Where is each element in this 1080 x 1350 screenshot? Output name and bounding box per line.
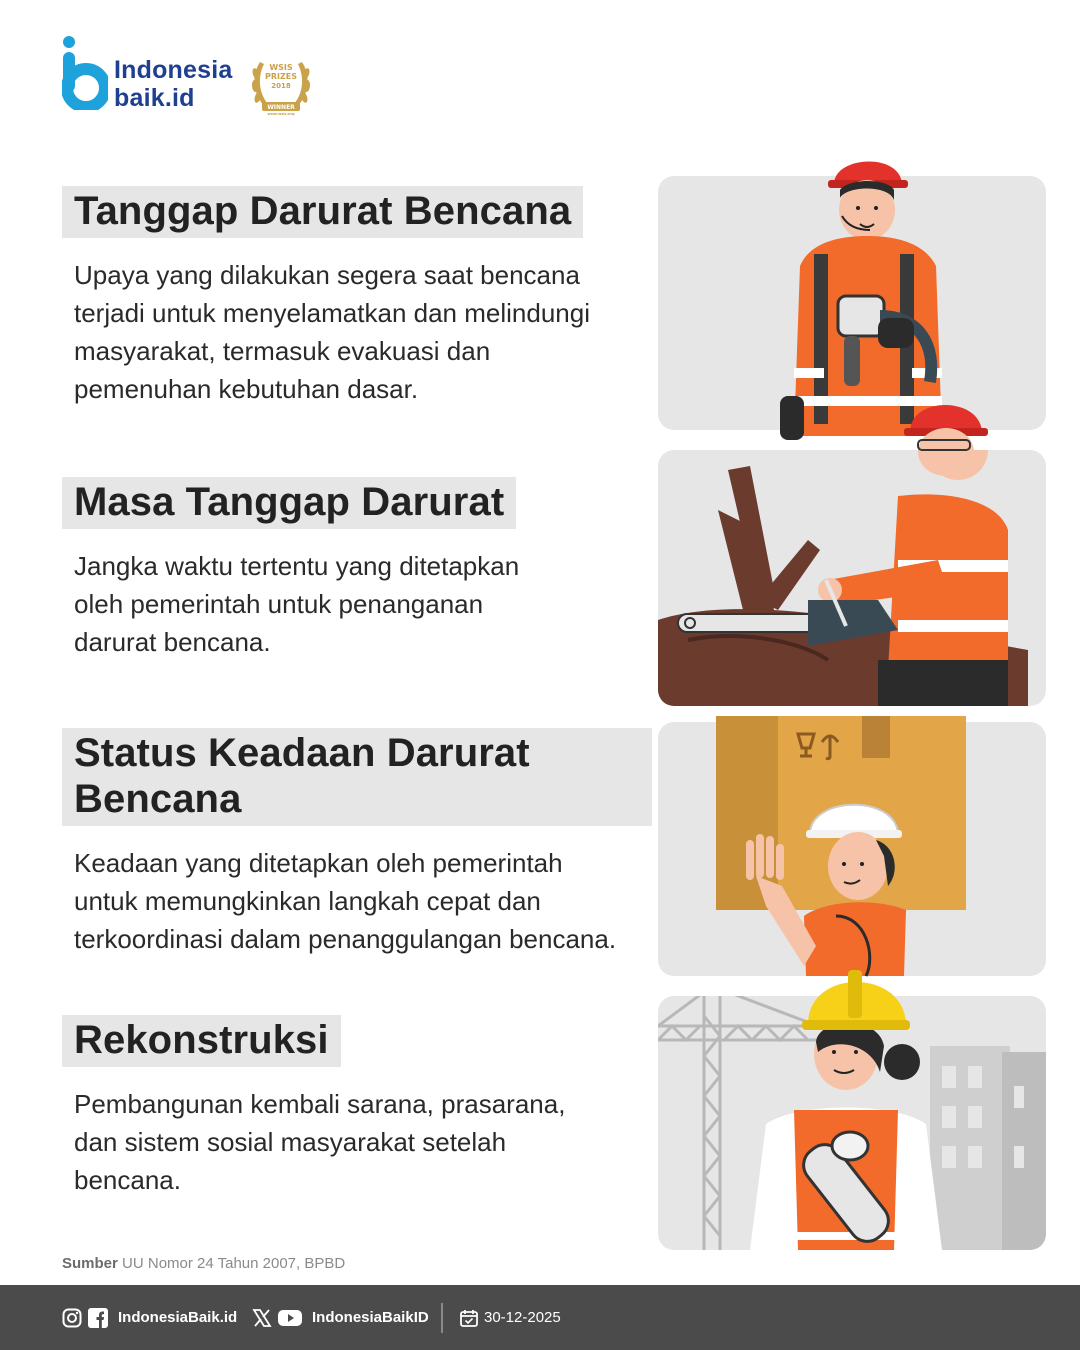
section-status-keadaan-darurat (62, 728, 652, 958)
footer-handle-1: IndonesiaBaik.id (118, 1309, 238, 1326)
award-text-4: WINNER (267, 104, 295, 111)
section-description: Upaya yang dilakukan segera saat bencana terjadi untuk menyelamatkan dan melindungi masyarakat, termasuk evakuasi dan pemenuhan kebutuhan dasar. (74, 260, 590, 404)
award-text-5: www.wsis.org (267, 112, 295, 116)
source-note (62, 1255, 345, 1272)
section-title: Rekonstruksi (74, 1018, 329, 1062)
box-worker-icon (716, 716, 968, 976)
section-description: Jangka waktu tertentu yang ditetapkan oleh pemerintah untuk penanganan darurat bencana. (74, 551, 520, 657)
instagram-icon[interactable] (62, 1308, 82, 1328)
section-title-box (62, 1015, 341, 1067)
section-title: Tanggap Darurat Bencana (74, 189, 572, 233)
illustration-panel-2 (658, 450, 1046, 706)
section-description: Keadaan yang ditetapkan oleh pemerintah untuk memungkinkan langkah cepat dan terkoordinasi dalam penanggulangan bencana. (74, 848, 617, 954)
award-text-1: WSIS (269, 63, 293, 72)
footer-social-x-yt[interactable] (252, 1285, 429, 1350)
chainsaw-worker-icon (658, 450, 1046, 706)
red-hardhat-icon (900, 396, 1000, 476)
youtube-icon[interactable] (278, 1308, 302, 1328)
x-twitter-icon[interactable] (252, 1308, 272, 1328)
source-text: UU Nomor 24 Tahun 2007, BPBD (122, 1255, 346, 1272)
footer-divider (441, 1303, 443, 1333)
footer-date-text: 30-12-2025 (484, 1309, 561, 1326)
section-title-box (62, 477, 516, 529)
section-title-box (62, 186, 583, 238)
footer-date (460, 1285, 561, 1350)
section-title-box (62, 728, 652, 826)
brand-logo (62, 36, 322, 120)
indonesiabaik-logo-icon (62, 36, 108, 110)
section-masa-tanggap-darurat (62, 477, 642, 661)
section-title: Masa Tanggap Darurat (74, 480, 505, 524)
footer-handle-2: IndonesiaBaikID (312, 1309, 429, 1326)
brand-name (114, 56, 233, 112)
calendar-icon (460, 1309, 478, 1327)
footer-bar (0, 1285, 1080, 1350)
yellow-hardhat-icon (800, 966, 912, 1040)
facebook-icon[interactable] (88, 1308, 108, 1328)
footer-social-fb-ig[interactable] (62, 1285, 237, 1350)
award-text-3: 2018 (271, 82, 291, 90)
section-rekonstruksi (62, 1015, 642, 1199)
section-description: Pembangunan kembali sarana, prasarana, dan sistem sosial masyarakat setelah bencana. (74, 1089, 566, 1195)
section-tanggap-darurat-bencana (62, 186, 642, 408)
section-title: Status Keadaan Darurat Bencana (74, 731, 530, 821)
wsis-award-laurel-icon (248, 52, 314, 116)
brand-line2: baik.id (114, 84, 195, 112)
brand-line1: Indonesia (114, 56, 233, 84)
source-label: Sumber (62, 1255, 118, 1272)
award-text-2: PRIZES (264, 72, 298, 81)
